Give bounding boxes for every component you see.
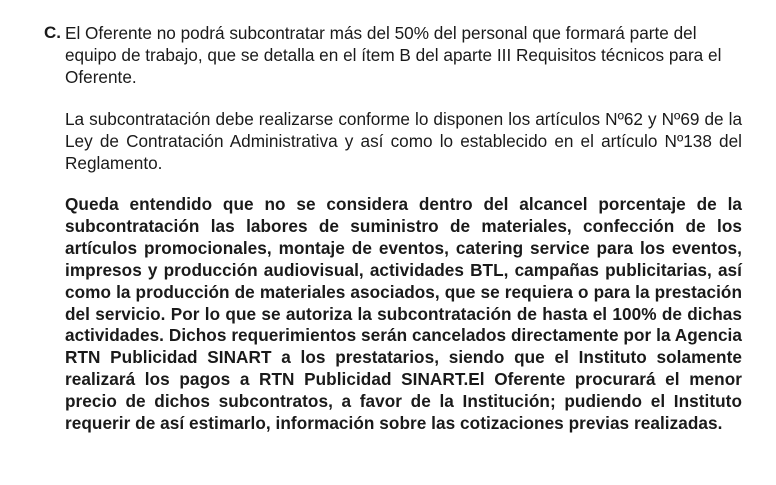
item-letter: C.: [44, 23, 61, 42]
paragraph-legal-basis: La subcontratación debe realizarse conforme lo disponen los artículos Nº62 y Nº69 de la Ley de Contratación Administrativa y así como lo establecido en el artículo Nº138 del Reglamento.: [65, 109, 742, 173]
paragraph-subcontracting-limit: El Oferente no podrá subcontratar más del 50% del personal que formará parte del equipo de trabajo, que se detalla en el ítem B del aparte III Requisitos técnicos para el Oferente.: [65, 23, 722, 87]
paragraph-exceptions: Queda entendido que no se considera dentro del alcancel porcentaje de la subcontratación las labores de suministro de materiales, confección de los artículos promocionales, montaje de eventos, catering service para los eventos, impresos y producción audiovisual, actividades BTL, campañas publicitarias, así como la producción de materiales asociados, que se requiera o para la prestación del servicio. Por lo que se autoriza la subcontratación de hasta el 100% de dichas actividades. Dichos requerimientos serán cancelados directamente por la Agencia RTN Publicidad SINART a los prestatarios, siendo que el Instituto solamente realizará los pagos a RTN Publicidad SINART.El Oferente procurará el menor precio de dichos subcontratos, a favor de la Institución; pudiendo el Instituto requerir de así estimarlo, información sobre las cotizaciones previas realizadas.: [65, 194, 742, 434]
